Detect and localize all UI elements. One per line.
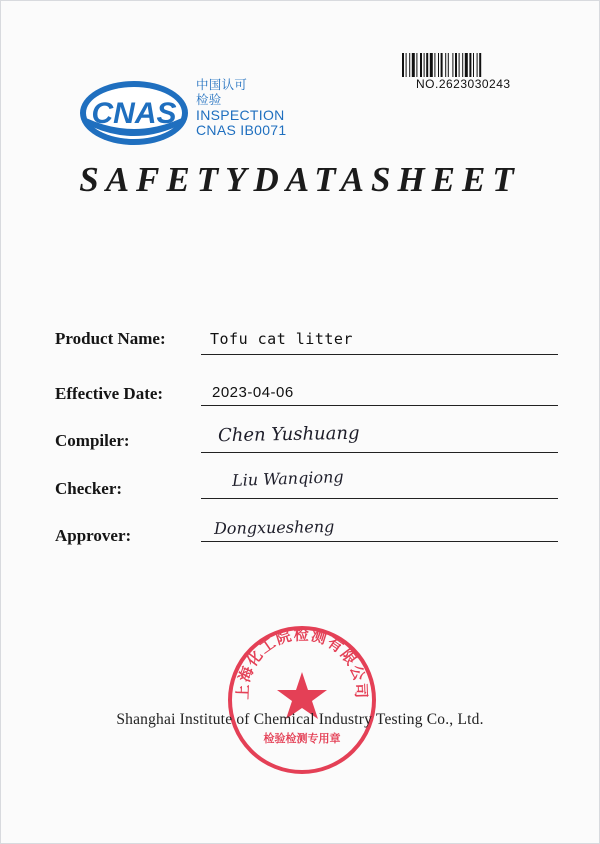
field-effective-date-value: 2023-04-06 [212, 384, 294, 401]
barcode-bar [416, 53, 417, 77]
barcode-bar [402, 53, 404, 77]
field-compiler-label: Compiler: [55, 431, 130, 450]
official-seal-stamp [222, 620, 382, 780]
accreditation-text [196, 78, 286, 138]
accreditation-line-3: INSPECTION [196, 107, 285, 123]
barcode-bar [477, 53, 478, 77]
field-effective-date-line [201, 405, 558, 406]
field-checker-signature: Liu Wanqiong [231, 467, 344, 490]
field-product-name-value: Tofu cat litter [210, 330, 353, 348]
cnas-logo [78, 78, 190, 148]
barcode-bar [479, 53, 481, 77]
field-checker-label: Checker: [55, 479, 123, 498]
document-title: SAFETYDATASHEET [79, 160, 521, 199]
seal-subtext: 检验检测专用章 [263, 732, 341, 745]
accreditation-line-1: 中国认可 [196, 78, 248, 92]
field-compiler-line [201, 452, 558, 453]
accreditation-line-4: CNAS IB0071 [196, 122, 287, 138]
barcode-bar [434, 53, 435, 77]
barcode-bar [469, 53, 471, 77]
field-product-name-label: Product Name: [55, 329, 166, 348]
barcode-bar [426, 53, 428, 77]
barcode-bar [445, 53, 446, 77]
barcode-bar [452, 53, 453, 77]
barcode-bar [465, 53, 468, 77]
accreditation-line-2: 检验 [196, 93, 222, 107]
field-checker-line [201, 498, 558, 499]
barcode-bar [412, 53, 415, 77]
field-approver-signature: Dongxuesheng [213, 516, 335, 539]
barcode-bar [424, 53, 425, 77]
barcode [402, 53, 528, 77]
barcode-bar [441, 53, 443, 77]
report-number: NO.2623030243 [416, 77, 511, 91]
barcode-bar [420, 53, 422, 77]
field-approver-line [201, 541, 558, 542]
field-effective-date-label: Effective Date: [55, 384, 164, 403]
seal-text: 上海化工院检测有限公司 [233, 625, 371, 700]
barcode-bar [430, 53, 433, 77]
issuing-institute: Shanghai Institute of Chemical Industry Testing Co., Ltd. [116, 711, 484, 728]
field-compiler-signature: Chen Yushuang [217, 422, 360, 447]
barcode-bar [409, 53, 410, 77]
barcode-bar [459, 53, 460, 77]
barcode-bar [455, 53, 457, 77]
field-product-name-line [201, 354, 558, 355]
barcode-bar [462, 53, 463, 77]
field-approver-label: Approver: [55, 526, 132, 545]
barcode-bar [438, 53, 439, 77]
barcode-bar [406, 53, 407, 77]
barcode-bar [448, 53, 449, 77]
barcode-bar [473, 53, 474, 77]
cnas-logo-text: CNAS [91, 97, 177, 130]
